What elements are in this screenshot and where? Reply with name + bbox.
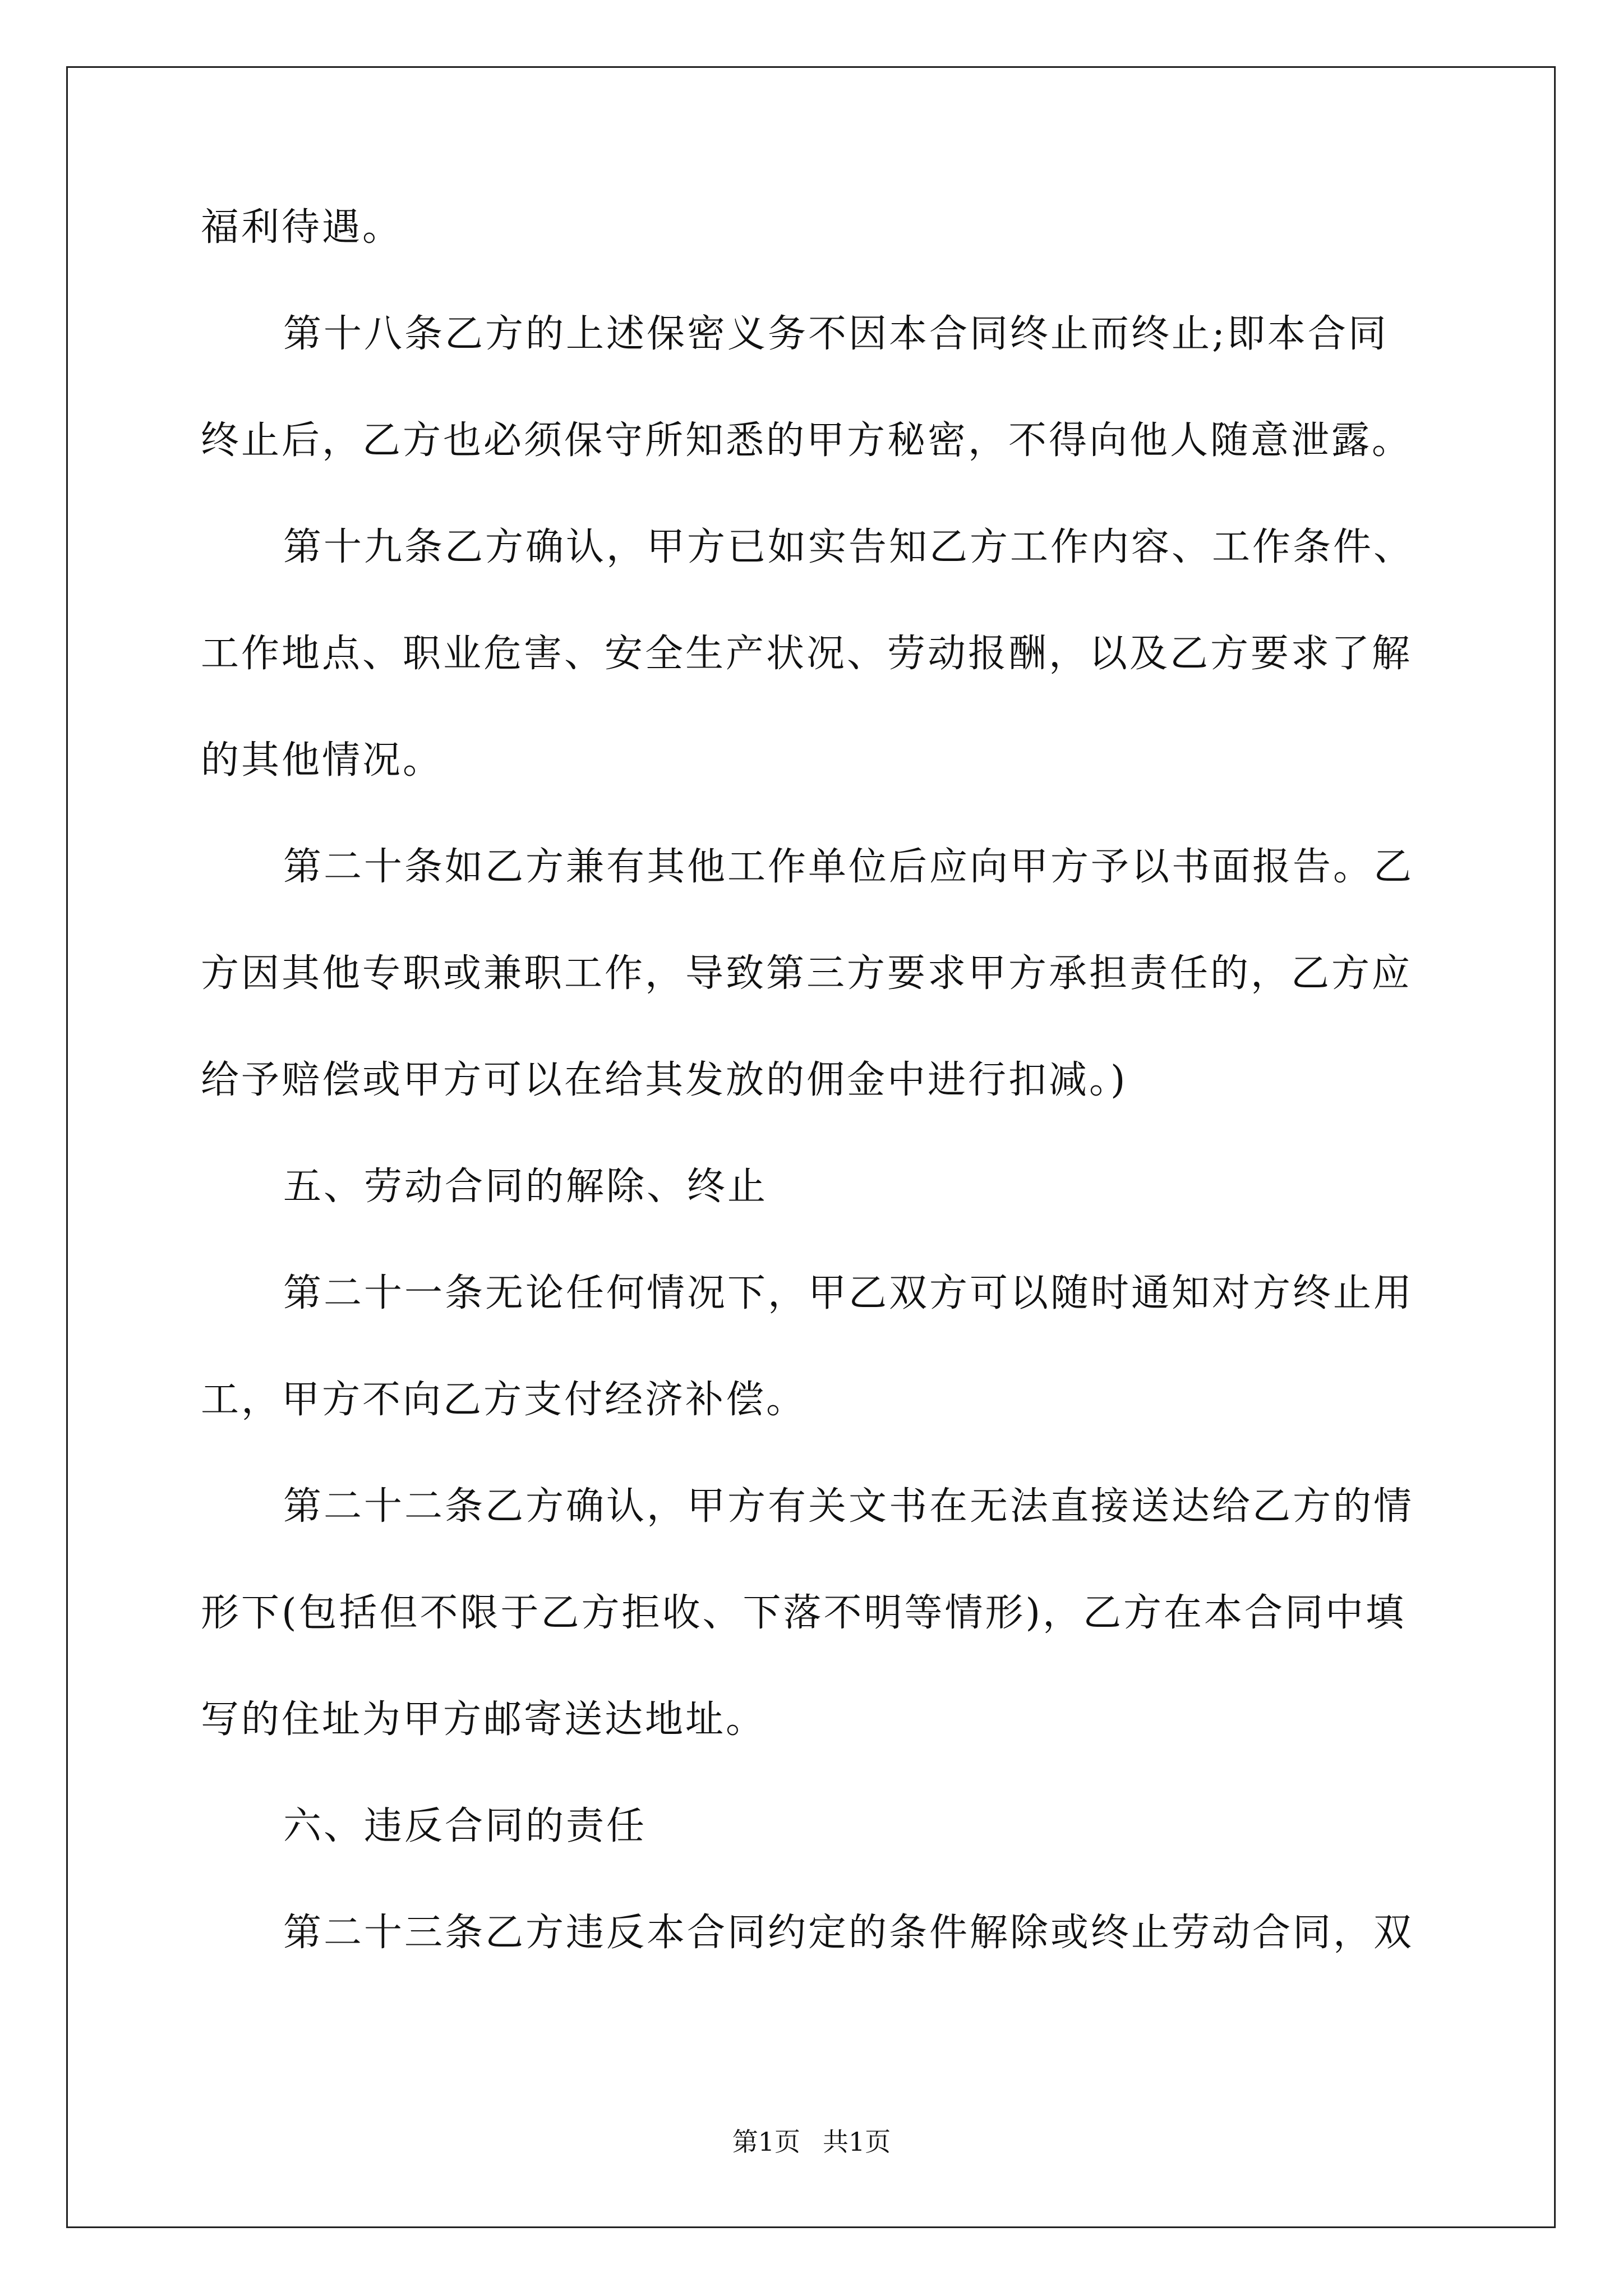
- text-line: 形下(包括但不限于乙方拒收、下落不明等情形)，乙方在本合同中填: [201, 1591, 1407, 1635]
- text-line: 写的住址为甲方邮寄送达地址。: [201, 1697, 767, 1742]
- text-line: 第二十三条乙方违反本合同约定的条件解除或终止劳动合同，双: [283, 1911, 1414, 1955]
- text-line: 工作地点、职业危害、安全生产状况、劳动报酬，以及乙方要求了解: [201, 632, 1413, 676]
- text-line: 第十九条乙方确认，甲方已如实告知乙方工作内容、工作条件、: [283, 525, 1414, 569]
- page-border: [66, 66, 1556, 2228]
- section-heading: 五、劳动合同的解除、终止: [283, 1165, 768, 1209]
- text-line: 的其他情况。: [201, 738, 444, 783]
- text-line: 第二十条如乙方兼有其他工作单位后应向甲方予以书面报告。乙: [283, 845, 1414, 889]
- text-line: 给予赔偿或甲方可以在给其发放的佣金中进行扣减。): [201, 1058, 1128, 1102]
- section-heading: 六、违反合同的责任: [283, 1804, 647, 1848]
- text-line: 福利待遇。: [201, 205, 403, 250]
- text-line: 第二十一条无论任何情况下，甲乙双方可以随时通知对方终止用: [283, 1271, 1414, 1315]
- page-footer: [0, 2129, 1623, 2155]
- page-number: 第1页: [732, 2127, 800, 2157]
- text-line: 第十八条乙方的上述保密义务不因本合同终止而终止;即本合同: [283, 312, 1389, 356]
- text-line: 终止后，乙方也必须保守所知悉的甲方秘密，不得向他人随意泄露。: [201, 418, 1413, 463]
- text-line: 工，甲方不向乙方支付经济补偿。: [201, 1378, 807, 1422]
- text-line: 第二十二条乙方确认，甲方有关文书在无法直接送达给乙方的情: [283, 1484, 1414, 1529]
- text-line: 方因其他专职或兼职工作，导致第三方要求甲方承担责任的，乙方应: [201, 951, 1413, 996]
- page-total: 共1页: [823, 2127, 891, 2157]
